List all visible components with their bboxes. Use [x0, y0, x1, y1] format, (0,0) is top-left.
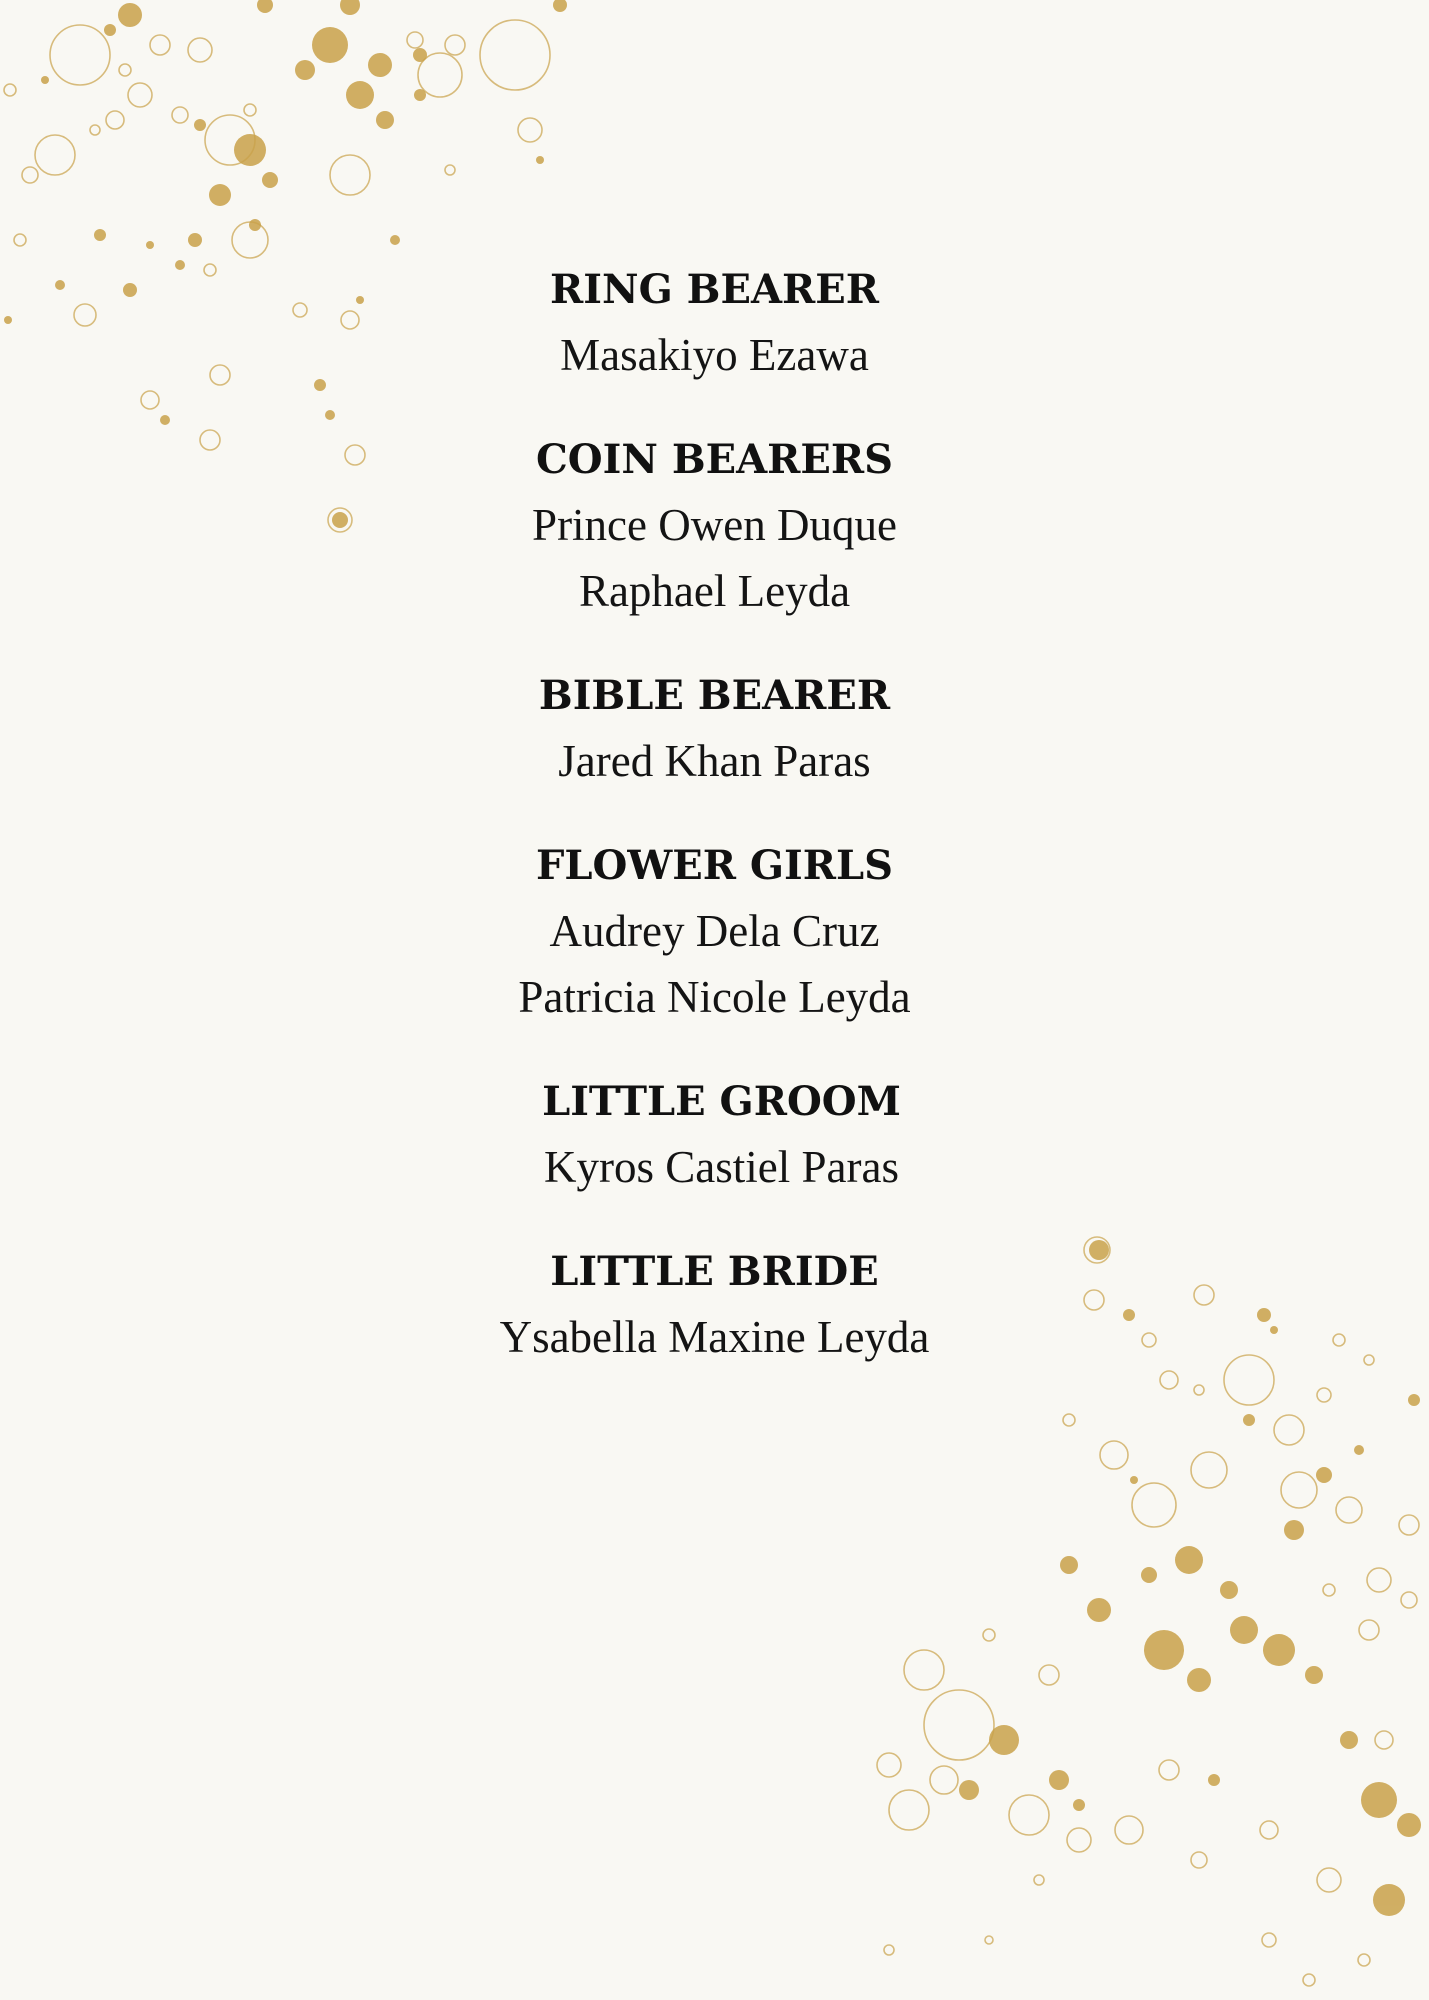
role-coin-bearers — [0, 428, 1429, 624]
role-name: Patricia Nicole Leyda — [518, 972, 911, 1022]
role-title: FLOWER GIRLS — [535, 842, 894, 889]
role-title: RING BEARER — [550, 266, 879, 313]
role-title: LITTLE GROOM — [542, 1078, 901, 1125]
role-title: LITTLE BRIDE — [550, 1248, 879, 1295]
role-name: Audrey Dela Cruz — [549, 906, 880, 956]
role-flower-girls — [0, 834, 1429, 1030]
role-little-groom — [0, 1070, 1429, 1200]
role-title: COIN BEARERS — [535, 436, 894, 483]
role-bible-bearer — [0, 664, 1429, 794]
role-name: Kyros Castiel Paras — [544, 1142, 899, 1192]
role-ring-bearer — [0, 258, 1429, 388]
role-name: Jared Khan Paras — [558, 736, 871, 786]
role-name: Prince Owen Duque — [532, 500, 897, 550]
role-title: BIBLE BEARER — [538, 672, 891, 719]
role-little-bride — [0, 1240, 1429, 1370]
entourage-list — [0, 258, 1429, 1410]
role-name: Ysabella Maxine Leyda — [499, 1312, 930, 1362]
role-name: Raphael Leyda — [578, 566, 851, 616]
role-name: Masakiyo Ezawa — [560, 330, 869, 380]
